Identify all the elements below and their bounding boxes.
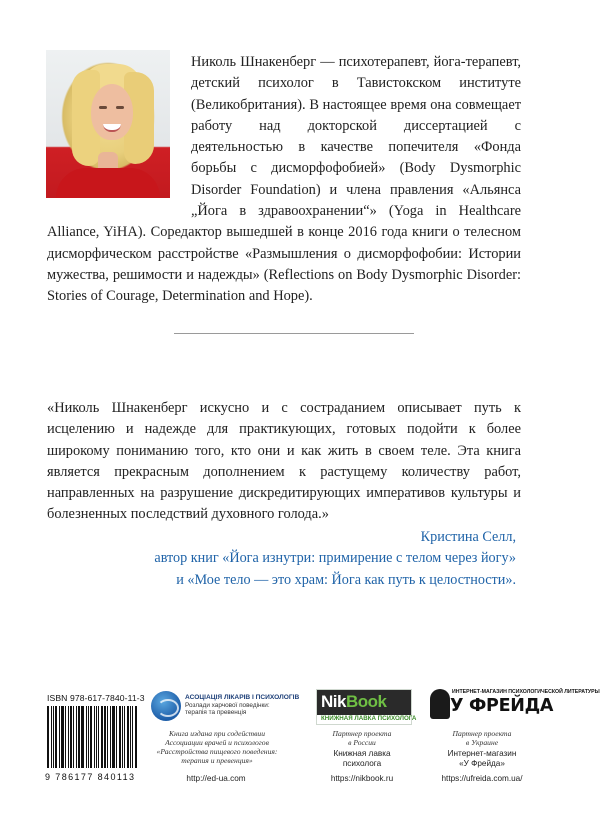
barcode-bar	[68, 706, 69, 768]
author-bio	[47, 52, 521, 308]
nikbook-name-1: Книжная лавка	[333, 749, 391, 758]
nikbook-name	[318, 749, 406, 769]
barcode-bar	[86, 706, 87, 768]
association-logo-name: АСОЦІАЦІЯ ЛІКАРІВ І ПСИХОЛОГІВ	[185, 694, 300, 701]
barcode-bar	[65, 706, 66, 768]
barcode-bar	[96, 706, 97, 768]
ufreida-caption-2: в Украине	[465, 738, 499, 747]
nikbook-caption-1: Партнер проекта	[332, 729, 392, 738]
barcode-bar	[119, 706, 121, 768]
barcode-bar	[130, 706, 131, 768]
association-logo-subtitle	[185, 702, 270, 717]
association-caption-3: «Расстройства пищевого поведения:	[156, 747, 278, 756]
author-bio-text: Николь Шнакенберг — психотерапевт, йога-терапевт, детский психолог в Тавистокском институте (Великобритания). В настоящее время она совмещает работу над докторской диссертацией с деятельностью в качестве попечителя «Фонда борьбы с дисморфофобией» (Body Dysmorphic Disorder Foundation) и члена правления «Альянса „Йога в здравоохранении“» (Yoga in Healthcare Alliance, YiHA). Соредактор вышедшей в конце 2016 года книги о телесном дисморфическом расстройстве «Размышления о дисморфофобии: Истории мужества, решимости и надежды» (Reflections on Body Dysmorphic Disorder: Stories of Courage, Determination and Hope).	[47, 54, 521, 305]
photo-spacer	[47, 52, 191, 202]
isbn-label: ISBN 978-617-7840-11-3	[47, 693, 145, 703]
ufreida-logo-name: У ФРЕЙДА	[450, 696, 554, 716]
barcode-bar	[78, 706, 80, 768]
nikbook-logo-brand-b: Book	[345, 692, 387, 711]
barcode-bar	[101, 706, 103, 768]
review-quote-text: «Николь Шнакенберг искусно и с состраданием описывает путь к исцелению и надежде для практикующих, готовых подойти к более широкому пониманию того, кто они и как жить в своем теле. Эта книга является прекрасным дополнением к растущему количеству работ, направленных на разрушение дискредитирующих императивов культуры и болезненных последствий духовного голода.»	[47, 400, 521, 523]
barcode-bar	[116, 706, 117, 768]
quote-author-credit-2: и «Мое тело — это храм: Йога как путь к целостности».	[176, 571, 516, 588]
nikbook-logo	[316, 689, 417, 725]
nikbook-logo-brand	[321, 692, 386, 712]
ufreida-caption	[432, 729, 532, 747]
globe-icon	[151, 691, 181, 721]
association-url[interactable]: http://ed-ua.com	[186, 774, 246, 783]
barcode-bar	[76, 706, 77, 768]
ufreida-logo-tagline: ИНТЕРНЕТ-МАГАЗИН ПСИХОЛОГИЧЕСКОЙ ЛИТЕРАТУРЫ	[452, 689, 600, 695]
barcode-bar	[98, 706, 99, 768]
barcode-bar	[110, 706, 111, 768]
nikbook-caption	[318, 729, 406, 747]
association-logo-sub-2: терапія та превенція	[185, 709, 247, 717]
barcode-bar	[70, 706, 72, 768]
barcode-bar	[112, 706, 115, 768]
nikbook-logo-brand-a: Nik	[321, 692, 346, 711]
barcode-bar	[122, 706, 123, 768]
barcode-bar	[81, 706, 84, 768]
barcode-bar	[53, 706, 54, 768]
barcode-bar	[135, 706, 137, 768]
barcode-digits: 9 786177 840113	[45, 772, 136, 782]
barcode-bar	[51, 706, 52, 768]
ufreida-url[interactable]: https://ufreida.com.ua/	[441, 774, 523, 783]
quote-author: Кристина Селл,	[420, 529, 516, 545]
review-quote	[47, 398, 521, 526]
barcode-bar	[88, 706, 89, 768]
barcode-bar	[61, 706, 64, 768]
nikbook-name-2: психолога	[342, 759, 382, 768]
association-caption-4: терапия и превенция»	[181, 756, 253, 765]
association-caption-2: Ассоциации врачей и психологов	[165, 738, 269, 747]
nikbook-logo-tagline: КНИЖНАЯ ЛАВКА ПСИХОЛОГА	[321, 715, 417, 722]
barcode-bar	[132, 706, 133, 768]
ufreida-name-2: «У Фрейда»	[459, 759, 505, 768]
barcode-bar	[94, 706, 95, 768]
barcode-bar	[73, 706, 74, 768]
barcode	[47, 706, 141, 780]
section-divider	[174, 333, 414, 334]
back-cover-footer	[0, 686, 600, 806]
barcode-bar	[90, 706, 92, 768]
association-caption-1: Книга издана при содействии	[168, 729, 266, 738]
barcode-bar	[104, 706, 106, 768]
barcode-bar	[107, 706, 108, 768]
barcode-bar	[59, 706, 60, 768]
association-logo	[151, 691, 300, 725]
barcode-bar	[124, 706, 125, 768]
quote-author-credit-1: автор книг «Йога изнутри: примирение с телом через йогу»	[154, 550, 516, 567]
ufreida-caption-1: Партнер проекта	[452, 729, 512, 738]
ufreida-name	[432, 749, 532, 769]
barcode-bar	[55, 706, 57, 768]
ufreida-name-1: Интернет-магазин	[447, 749, 517, 758]
freud-portrait-icon	[430, 689, 450, 719]
quote-attribution	[96, 527, 516, 591]
association-caption	[147, 729, 287, 765]
barcode-bar	[127, 706, 129, 768]
barcode-bar	[47, 706, 49, 768]
nikbook-url[interactable]: https://nikbook.ru	[330, 774, 394, 783]
ufreida-logo	[430, 689, 600, 723]
nikbook-caption-2: в России	[348, 738, 376, 747]
association-logo-sub-1: Розлади харчової поведінки:	[185, 702, 270, 709]
